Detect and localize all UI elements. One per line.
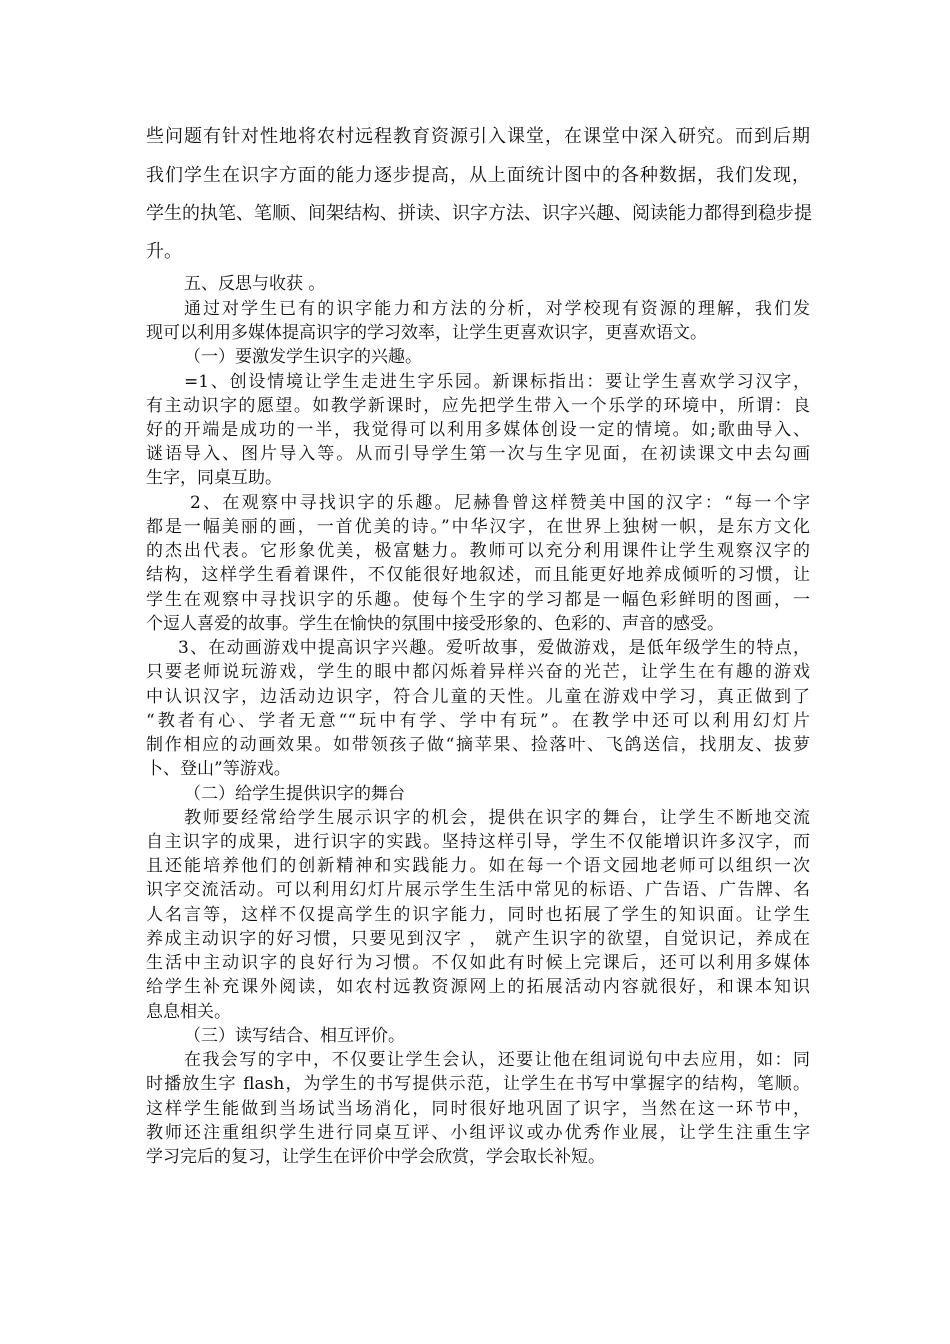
text-line: 中认识汉字，边活动边识字，符合儿童的天性。儿童在游戏中学习，真正做到了 bbox=[146, 687, 810, 707]
text-line: 学习完后的复习，让学生在评价中学会欣赏，学会取长补短。 bbox=[146, 1147, 605, 1167]
section-heading: 五、反思与收获 。 bbox=[184, 274, 326, 294]
text-line: 都是一幅美丽的画，一首优美的诗。”中华汉字，在世界上独树一帜，是东方文化 bbox=[146, 517, 810, 537]
text-line: 好的开端是成功的一半，我觉得可以利用多媒体创设一定的情境。如;歌曲导入、 bbox=[146, 420, 810, 440]
text-line: 我们学生在识字方面的能力逐步提高，从上面统计图中的各种数据，我们发现， bbox=[146, 165, 810, 186]
text-line: 识字交流活动。可以利用幻灯片展示学生生活中常见的标语、广告语、广告牌、名 bbox=[146, 880, 810, 900]
text-line: 且还能培养他们的创新精神和实践能力。如在每一个语文园地老师可以组织一次 bbox=[146, 856, 810, 876]
text-line: 谜语导入、图片导入等。从而引导学生第一次与生字见面，在初读课文中去勾画 bbox=[146, 444, 810, 464]
text-line: 这样学生能做到当场试当场消化，同时很好地巩固了识字，当然在这一环节中， bbox=[146, 1099, 810, 1119]
text-line: 的杰出代表。它形象优美，极富魅力。教师可以充分利用课件让学生观察汉字的 bbox=[146, 541, 810, 561]
text-line: 人名言等，这样不仅提高学生的识字能力，同时也拓展了学生的知识面。让学生 bbox=[146, 905, 810, 925]
text-line: 卜、登山”等游戏。 bbox=[146, 759, 291, 779]
text-line: 生字，同桌互助。 bbox=[146, 468, 282, 488]
text-line: 现可以利用多媒体提高识字的学习效率，让学生更喜欢识字，更喜欢语文。 bbox=[146, 323, 707, 343]
text-line: 生活中主动识字的良好行为习惯。不仅如此有时候上完课后，还可以利用多媒体 bbox=[146, 953, 810, 973]
text-line: 给学生补充课外阅读，如农村远教资源网上的拓展活动内容就很好，和课本知识 bbox=[146, 977, 810, 997]
text-line: 结构，这样学生看着课件，不仅能很好地叙述，而且能更好地养成倾听的习惯，让 bbox=[146, 565, 810, 585]
text-line: 通过对学生已有的识字能力和方法的分析，对学校现有资源的理解，我们发 bbox=[184, 299, 810, 319]
text-line: 教师要经常给学生展示识字的机会，提供在识字的舞台，让学生不断地交流 bbox=[184, 808, 810, 828]
text-line: 学生在观察中寻找识字的乐趣。使每个生字的学习都是一幅色彩鲜明的图画，一 bbox=[146, 590, 810, 610]
text-line: 制作相应的动画效果。如带领孩子做“摘苹果、捡落叶、飞鸽送信，找朋友、拔萝 bbox=[146, 735, 810, 755]
subsection-heading: （一）要激发学生识字的兴趣。 bbox=[184, 347, 422, 367]
text-line: 养成主动识字的好习惯，只要见到汉字 ， 就产生识字的欲望，自觉识记，养成在 bbox=[146, 929, 810, 949]
subsection-heading: （三）读写结合、相互评价。 bbox=[184, 1026, 405, 1046]
text-line: 升。 bbox=[146, 241, 182, 262]
text-line: 息息相关。 bbox=[146, 1002, 231, 1022]
text-line: 有主动识字的愿望。如教学新课时，应先把学生带入一个乐学的环境中，所谓：良 bbox=[146, 396, 810, 416]
text-line: 在我会写的字中，不仅要让学生会认，还要让他在组词说句中去应用，如：同 bbox=[184, 1050, 810, 1070]
text-line: 3、在动画游戏中提高识字兴趣。爱听故事，爱做游戏，是低年级学生的特点， bbox=[178, 638, 810, 658]
text-line: 个逗人喜爱的故事。学生在愉快的氛围中接受形象的、色彩的、声音的感受。 bbox=[146, 614, 724, 634]
text-line: 些问题有针对性地将农村远程教育资源引入课堂，在课堂中深入研究。而到后期 bbox=[146, 126, 810, 147]
text-line: 2、在观察中寻找识字的乐趣。尼赫鲁曾这样赞美中国的汉字：“每一个字 bbox=[190, 493, 810, 513]
text-line: 只要老师说玩游戏，学生的眼中都闪烁着异样兴奋的光芒，让学生在有趣的游戏 bbox=[146, 662, 810, 682]
text-line: 教师还注重组织学生进行同桌互评、小组评议或办优秀作业展，让学生注重生字 bbox=[146, 1123, 810, 1143]
subsection-heading: （二）给学生提供识字的舞台 bbox=[184, 784, 405, 804]
text-line: 自主识字的成果，进行识字的实践。坚持这样引导，学生不仅能增识许多汉字，而 bbox=[146, 832, 810, 852]
text-line: 学生的执笔、笔顺、间架结构、拼读、识字方法、识字兴趣、阅读能力都得到稳步提 bbox=[146, 203, 812, 224]
text-line: 时播放生字 flash，为学生的书写提供示范，让学生在书写中掌握字的结构，笔顺。 bbox=[146, 1074, 810, 1094]
text-line: =1、创设情境让学生走进生字乐园。新课标指出：要让学生喜欢学习汉字， bbox=[184, 372, 810, 392]
text-line: “教者有心、学者无意““玩中有学、学中有玩”。在教学中还可以利用幻灯片 bbox=[146, 711, 810, 731]
